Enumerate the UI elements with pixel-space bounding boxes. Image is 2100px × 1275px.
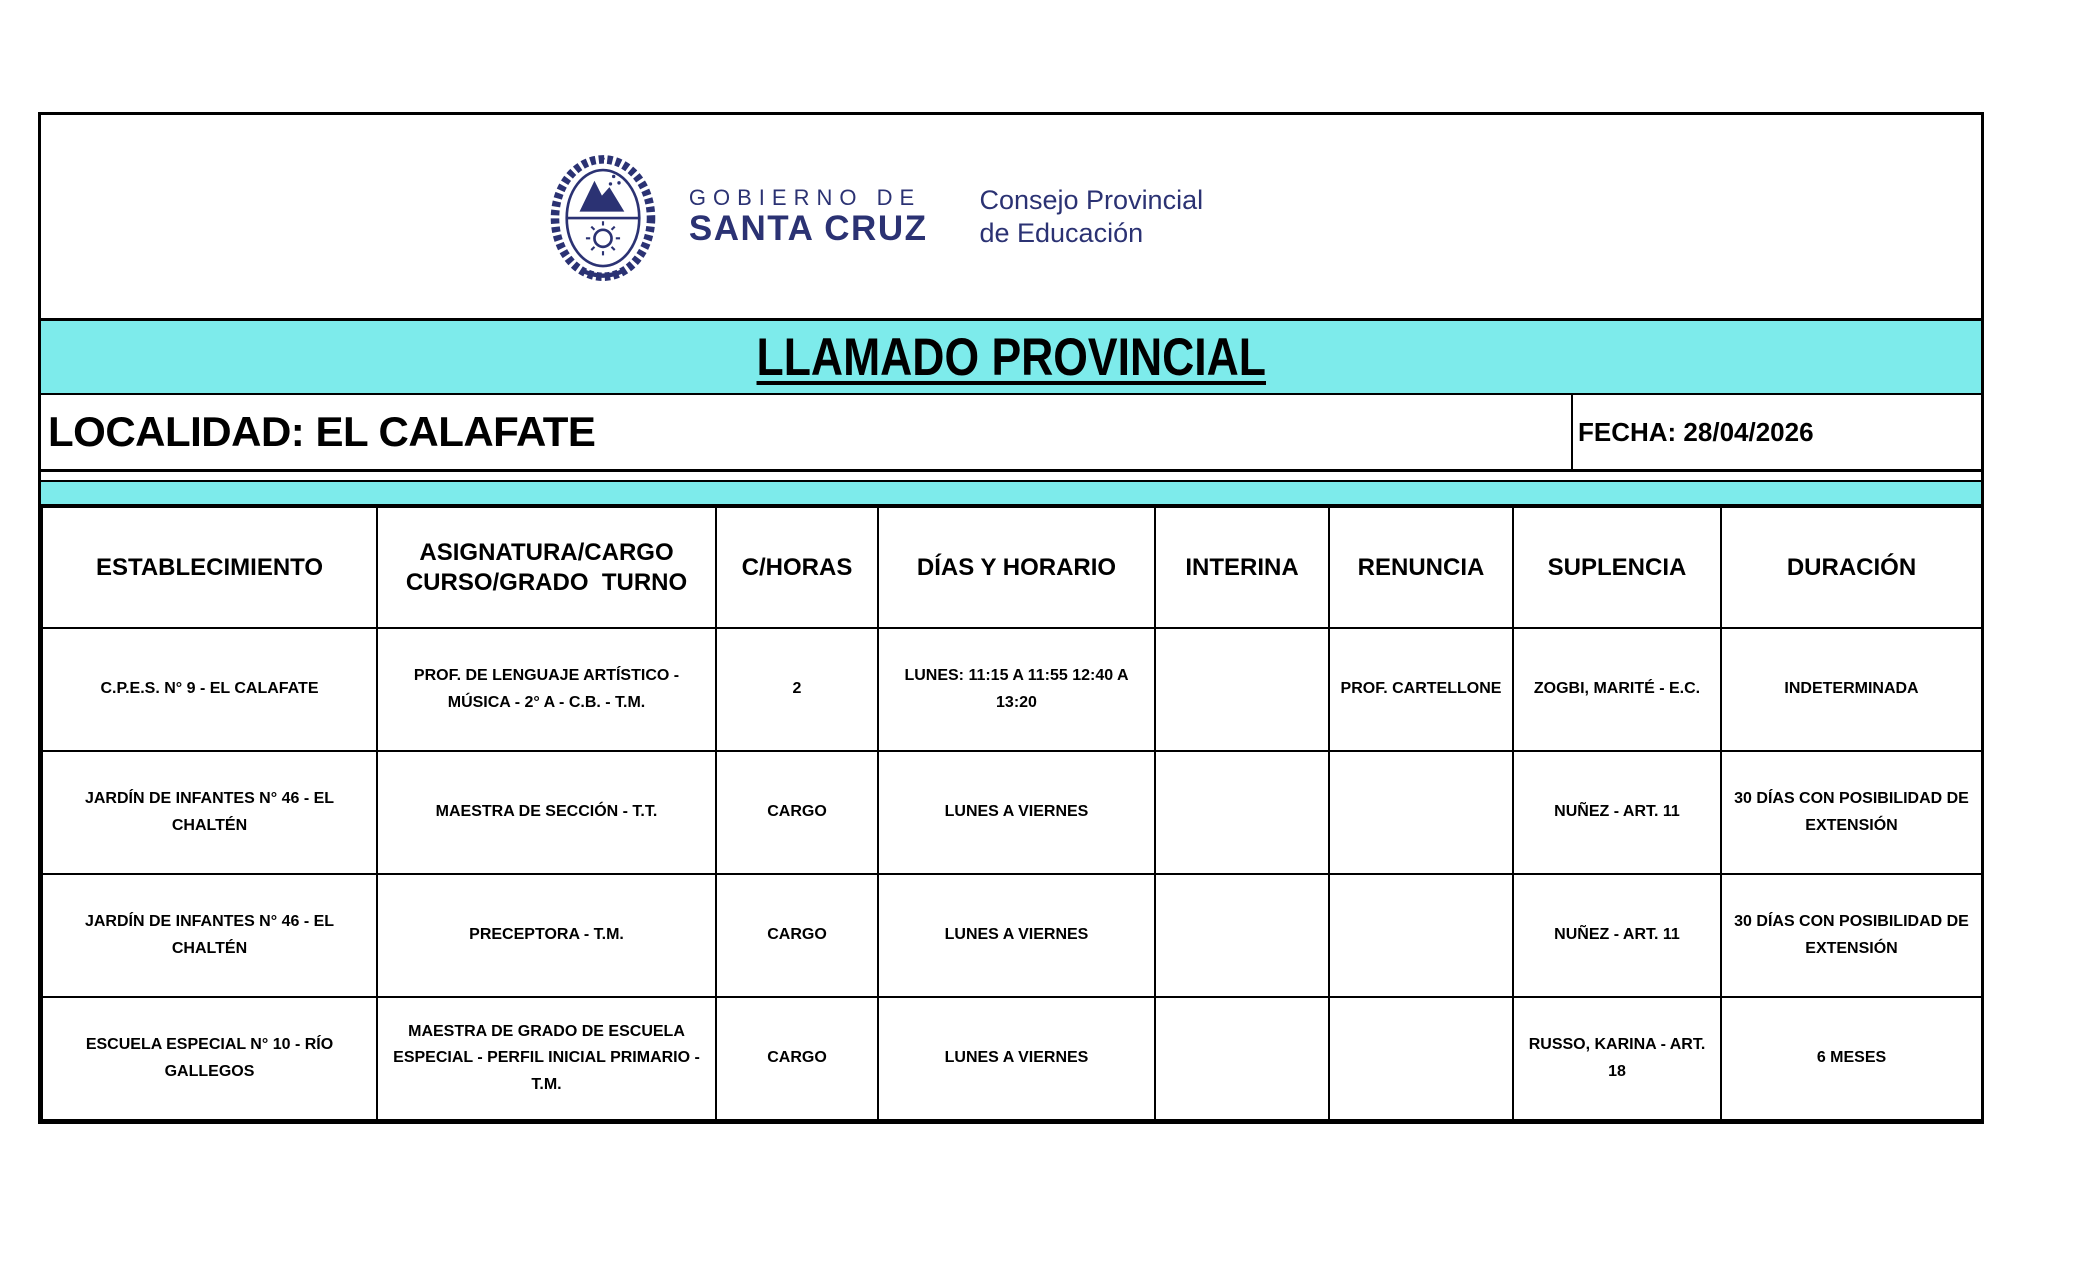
cell-suplencia: NUÑEZ - ART. 11 <box>1513 751 1721 874</box>
page-title: LLAMADO PROVINCIAL <box>756 327 1266 387</box>
cell-establecimiento: JARDÍN DE INFANTES N° 46 - EL CHALTÉN <box>42 874 377 997</box>
document-sheet <box>38 112 1984 1124</box>
cell-renuncia: PROF. CARTELLONE <box>1329 628 1513 751</box>
cell-renuncia <box>1329 751 1513 874</box>
spacer-row <box>41 472 1981 480</box>
cell-dias: LUNES A VIERNES <box>878 874 1155 997</box>
cell-duracion: INDETERMINADA <box>1721 628 1982 751</box>
col-header-asignatura: ASIGNATURA/CARGO CURSO/GRADO TURNO <box>377 507 716 628</box>
consejo-wordmark <box>979 184 1203 249</box>
cell-interina <box>1155 628 1329 751</box>
cell-suplencia: NUÑEZ - ART. 11 <box>1513 874 1721 997</box>
cell-dias: LUNES A VIERNES <box>878 997 1155 1120</box>
cell-renuncia <box>1329 874 1513 997</box>
col-header-interina: INTERINA <box>1155 507 1329 628</box>
cell-asignatura: MAESTRA DE SECCIÓN - T.T. <box>377 751 716 874</box>
letterhead <box>41 115 1981 321</box>
cell-establecimiento: ESCUELA ESPECIAL N° 10 - RÍO GALLEGOS <box>42 997 377 1120</box>
cell-choras: 2 <box>716 628 878 751</box>
fecha-label: FECHA: 28/04/2026 <box>1578 416 1814 447</box>
table-row <box>42 874 1982 997</box>
col-header-duracion: DURACIÓN <box>1721 507 1982 628</box>
localidad-label: LOCALIDAD: EL CALAFATE <box>41 395 1573 469</box>
cell-interina <box>1155 997 1329 1120</box>
cell-asignatura: PRECEPTORA - T.M. <box>377 874 716 997</box>
government-wordmark <box>689 186 928 248</box>
cell-choras: CARGO <box>716 751 878 874</box>
col-header-suplencia: SUPLENCIA <box>1513 507 1721 628</box>
positions-table <box>41 506 1983 1121</box>
localidad-fecha-row <box>41 395 1981 472</box>
col-header-establecimiento: ESTABLECIMIENTO <box>42 507 377 628</box>
cell-renuncia <box>1329 997 1513 1120</box>
col-header-renuncia: RENUNCIA <box>1329 507 1513 628</box>
table-header-row <box>42 507 1982 628</box>
santa-cruz-text: SANTA CRUZ <box>688 208 928 248</box>
cell-asignatura: PROF. DE LENGUAJE ARTÍSTICO - MÚSICA - 2° A - C.B. - T.M. <box>377 628 716 751</box>
cell-asignatura: MAESTRA DE GRADO DE ESCUELA ESPECIAL - PERFIL INICIAL PRIMARIO - T.M. <box>377 997 716 1120</box>
title-banner <box>41 321 1981 395</box>
cell-dias: LUNES A VIERNES <box>878 751 1155 874</box>
cyan-divider-strip <box>41 480 1981 506</box>
cell-duracion: 30 DÍAS CON POSIBILIDAD DE EXTENSIÓN <box>1721 751 1982 874</box>
cell-establecimiento: JARDÍN DE INFANTES N° 46 - EL CHALTÉN <box>42 751 377 874</box>
col-header-dias-horario: DÍAS Y HORARIO <box>878 507 1155 628</box>
logo-group <box>549 153 1203 281</box>
cell-duracion: 6 MESES <box>1721 997 1982 1120</box>
table-row <box>42 628 1982 751</box>
cell-suplencia: ZOGBI, MARITÉ - E.C. <box>1513 628 1721 751</box>
santa-cruz-coat-of-arms-icon <box>549 153 657 281</box>
table-row <box>42 997 1982 1120</box>
consejo-line1: Consejo Provincial <box>979 185 1204 216</box>
col-header-choras: C/HORAS <box>716 507 878 628</box>
cell-interina <box>1155 751 1329 874</box>
gobierno-de-text: GOBIERNO DE <box>688 184 922 210</box>
cell-establecimiento: C.P.E.S. N° 9 - EL CALAFATE <box>42 628 377 751</box>
cell-interina <box>1155 874 1329 997</box>
table-row <box>42 751 1982 874</box>
cell-suplencia: RUSSO, KARINA - ART. 18 <box>1513 997 1721 1120</box>
cell-choras: CARGO <box>716 874 878 997</box>
cell-choras: CARGO <box>716 997 878 1120</box>
cell-duracion: 30 DÍAS CON POSIBILIDAD DE EXTENSIÓN <box>1721 874 1982 997</box>
cell-dias: LUNES: 11:15 A 11:55 12:40 A 13:20 <box>878 628 1155 751</box>
consejo-line2: de Educación <box>979 217 1144 248</box>
